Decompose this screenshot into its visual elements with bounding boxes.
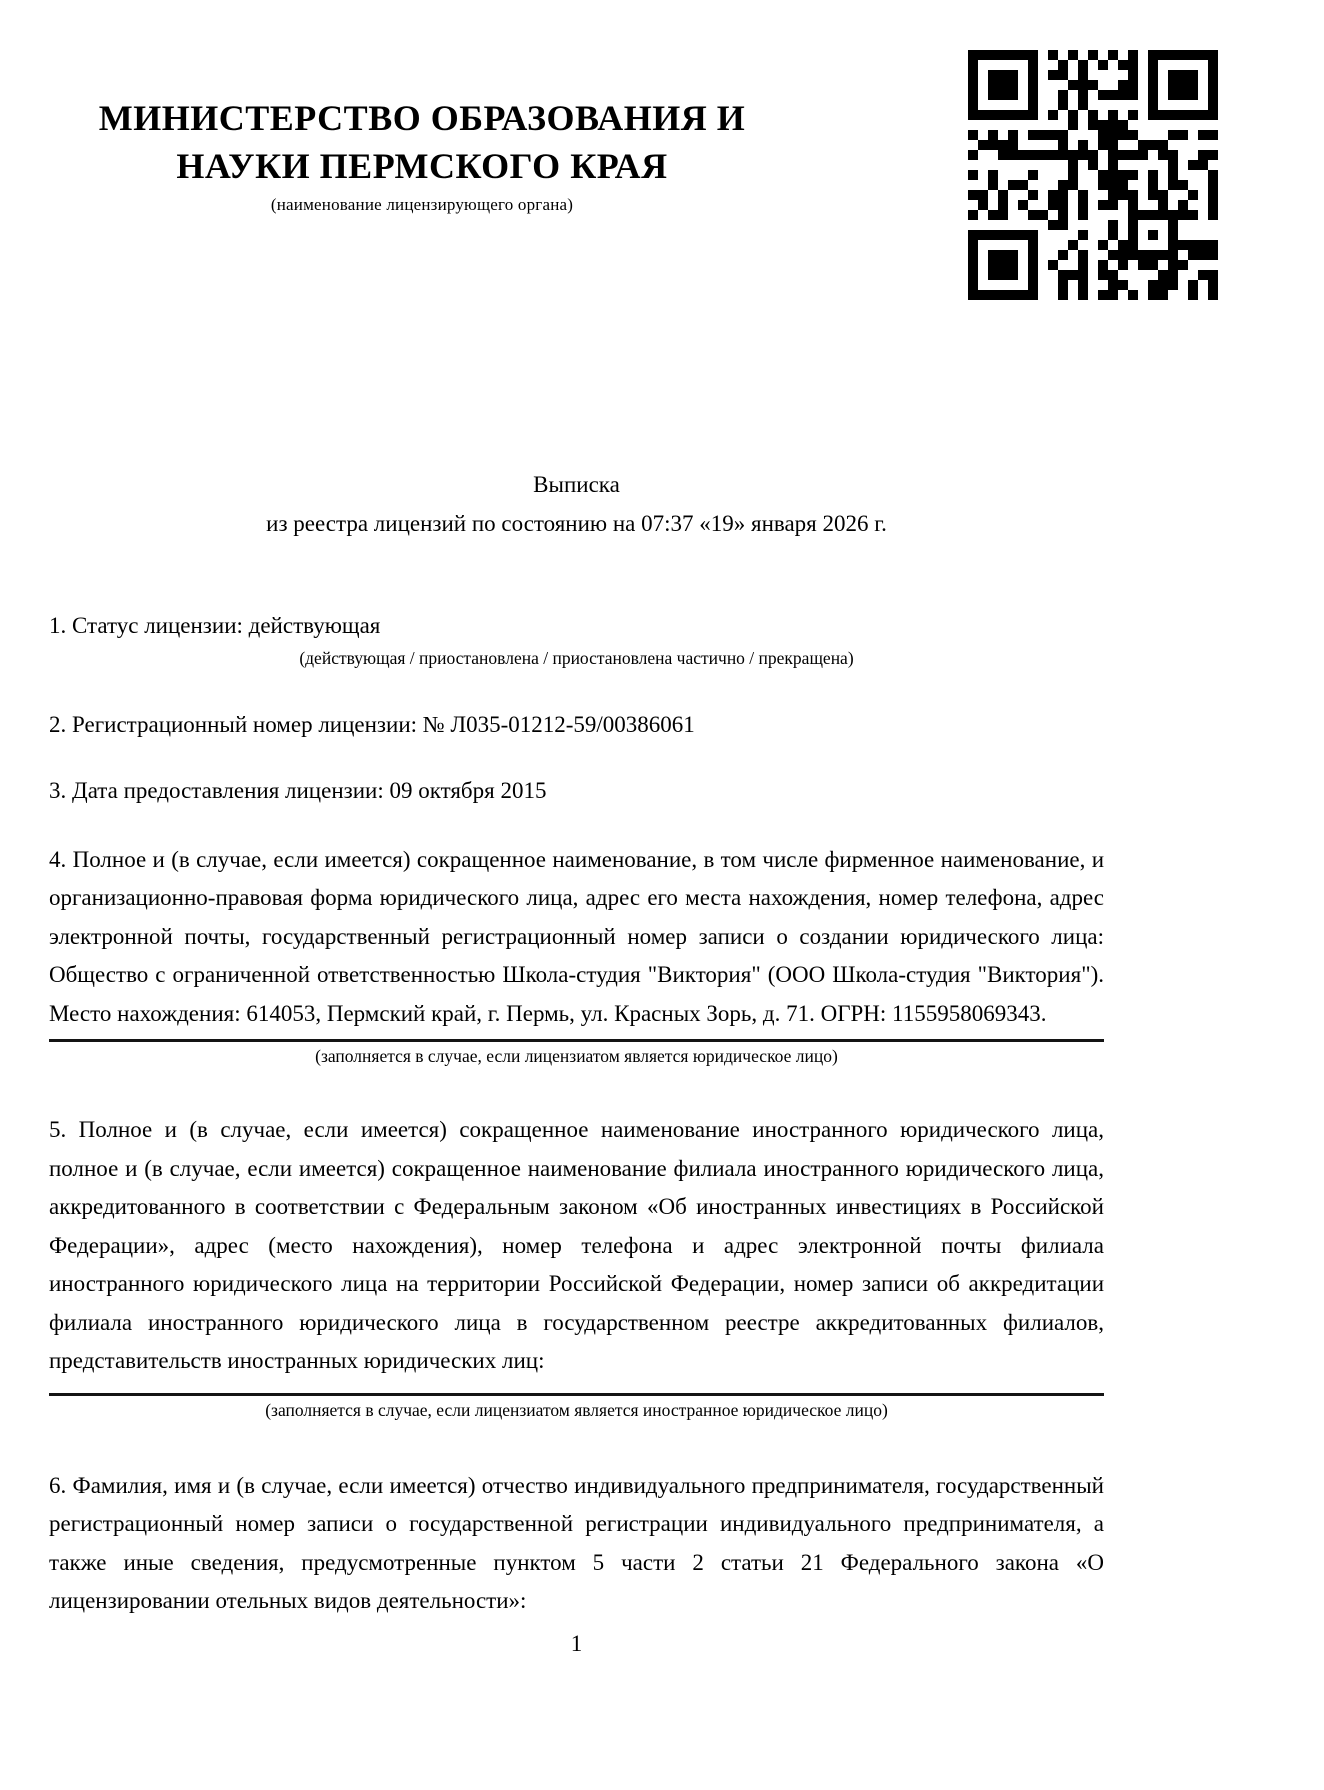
license-status-item: 1. Статус лицензии: действующая: [49, 613, 381, 638]
legal-entity-caption: (заполняется в случае, если лицензиатом является юридическое лицо): [315, 1046, 838, 1066]
entrepreneur-item: 6. Фамилия, имя и (в случае, если имеется) отчество индивидуального предпринимателя, государственный регистрационный номер записи о государственной регистрации индивидуального предпринимателя, а также иные сведения, предусмотренные пунктом 5 части 2 статьи 21 Федерального закона «О лицензировании отельных видов деятельности»:: [49, 1472, 1104, 1613]
ministry-caption: (наименование лицензирующего органа): [270, 195, 574, 214]
legal-entity-item: 4. Полное и (в случае, если имеется) сокращенное наименование, в том числе фирменное наименование, и организационно-правовая форма юридического лица, адрес его места нахождения, номер телефона, адрес электронной почты, государственный регистрационный номер записи о создании юридического лица: Общество с ограниченной ответственностью Школа-студия "Виктория" (ООО Школа-студия "Виктория"). Место нахождения: 614053, Пермский край, г. Пермь, ул. Красных Зорь, д. 71. ОГРН: 1155958069343.: [49, 846, 1104, 1026]
qr-code: [968, 50, 1218, 300]
foreign-entity-item: 5. Полное и (в случае, если имеется) сокращенное наименование иностранного юридического лица, полное и (в случае, если имеется) сокращенное наименование филиала иностранного юридического лица, аккредитованного в соответствии с Федеральным законом «Об иностранных инвестициях в Российской Федерации», адрес (место нахождения), номер телефона и адрес электронной почты филиала иностранного юридического лица на территории Российской Федерации, номер записи об аккредитации филиала иностранного юридического лица в государственном реестре аккредитованных филиалов, представительств иностранных юридических лиц:: [49, 1117, 1104, 1373]
extract-body: [49, 466, 1104, 1663]
extract-subtitle: из реестра лицензий по состоянию на 07:37 «19» января 2026 г.: [266, 510, 887, 536]
registration-number-item: 2. Регистрационный номер лицензии: № Л035-01212-59/00386061: [49, 711, 695, 737]
section-divider-legal: [49, 1039, 1104, 1042]
grant-date-item: 3. Дата предоставления лицензии: 09 октября 2015: [49, 778, 547, 803]
qr-code-image: [968, 50, 1218, 300]
extract-title: Выписка: [533, 472, 620, 497]
foreign-entity-caption: (заполняется в случае, если лицензиатом является иностранное юридическое лицо): [265, 1399, 888, 1420]
ministry-name-line2: НАУКИ ПЕРМСКОГО КРАЯ: [176, 146, 668, 186]
section-divider-foreign: [49, 1393, 1104, 1396]
ministry-name-line1: МИНИСТЕРСТВО ОБРАЗОВАНИЯ И: [98, 98, 746, 138]
ministry-header: [60, 94, 784, 216]
license-status-options-caption: (действующая / приостановлена / приостановлена частично / прекращена): [299, 647, 854, 668]
page-number: 1: [570, 1630, 583, 1656]
